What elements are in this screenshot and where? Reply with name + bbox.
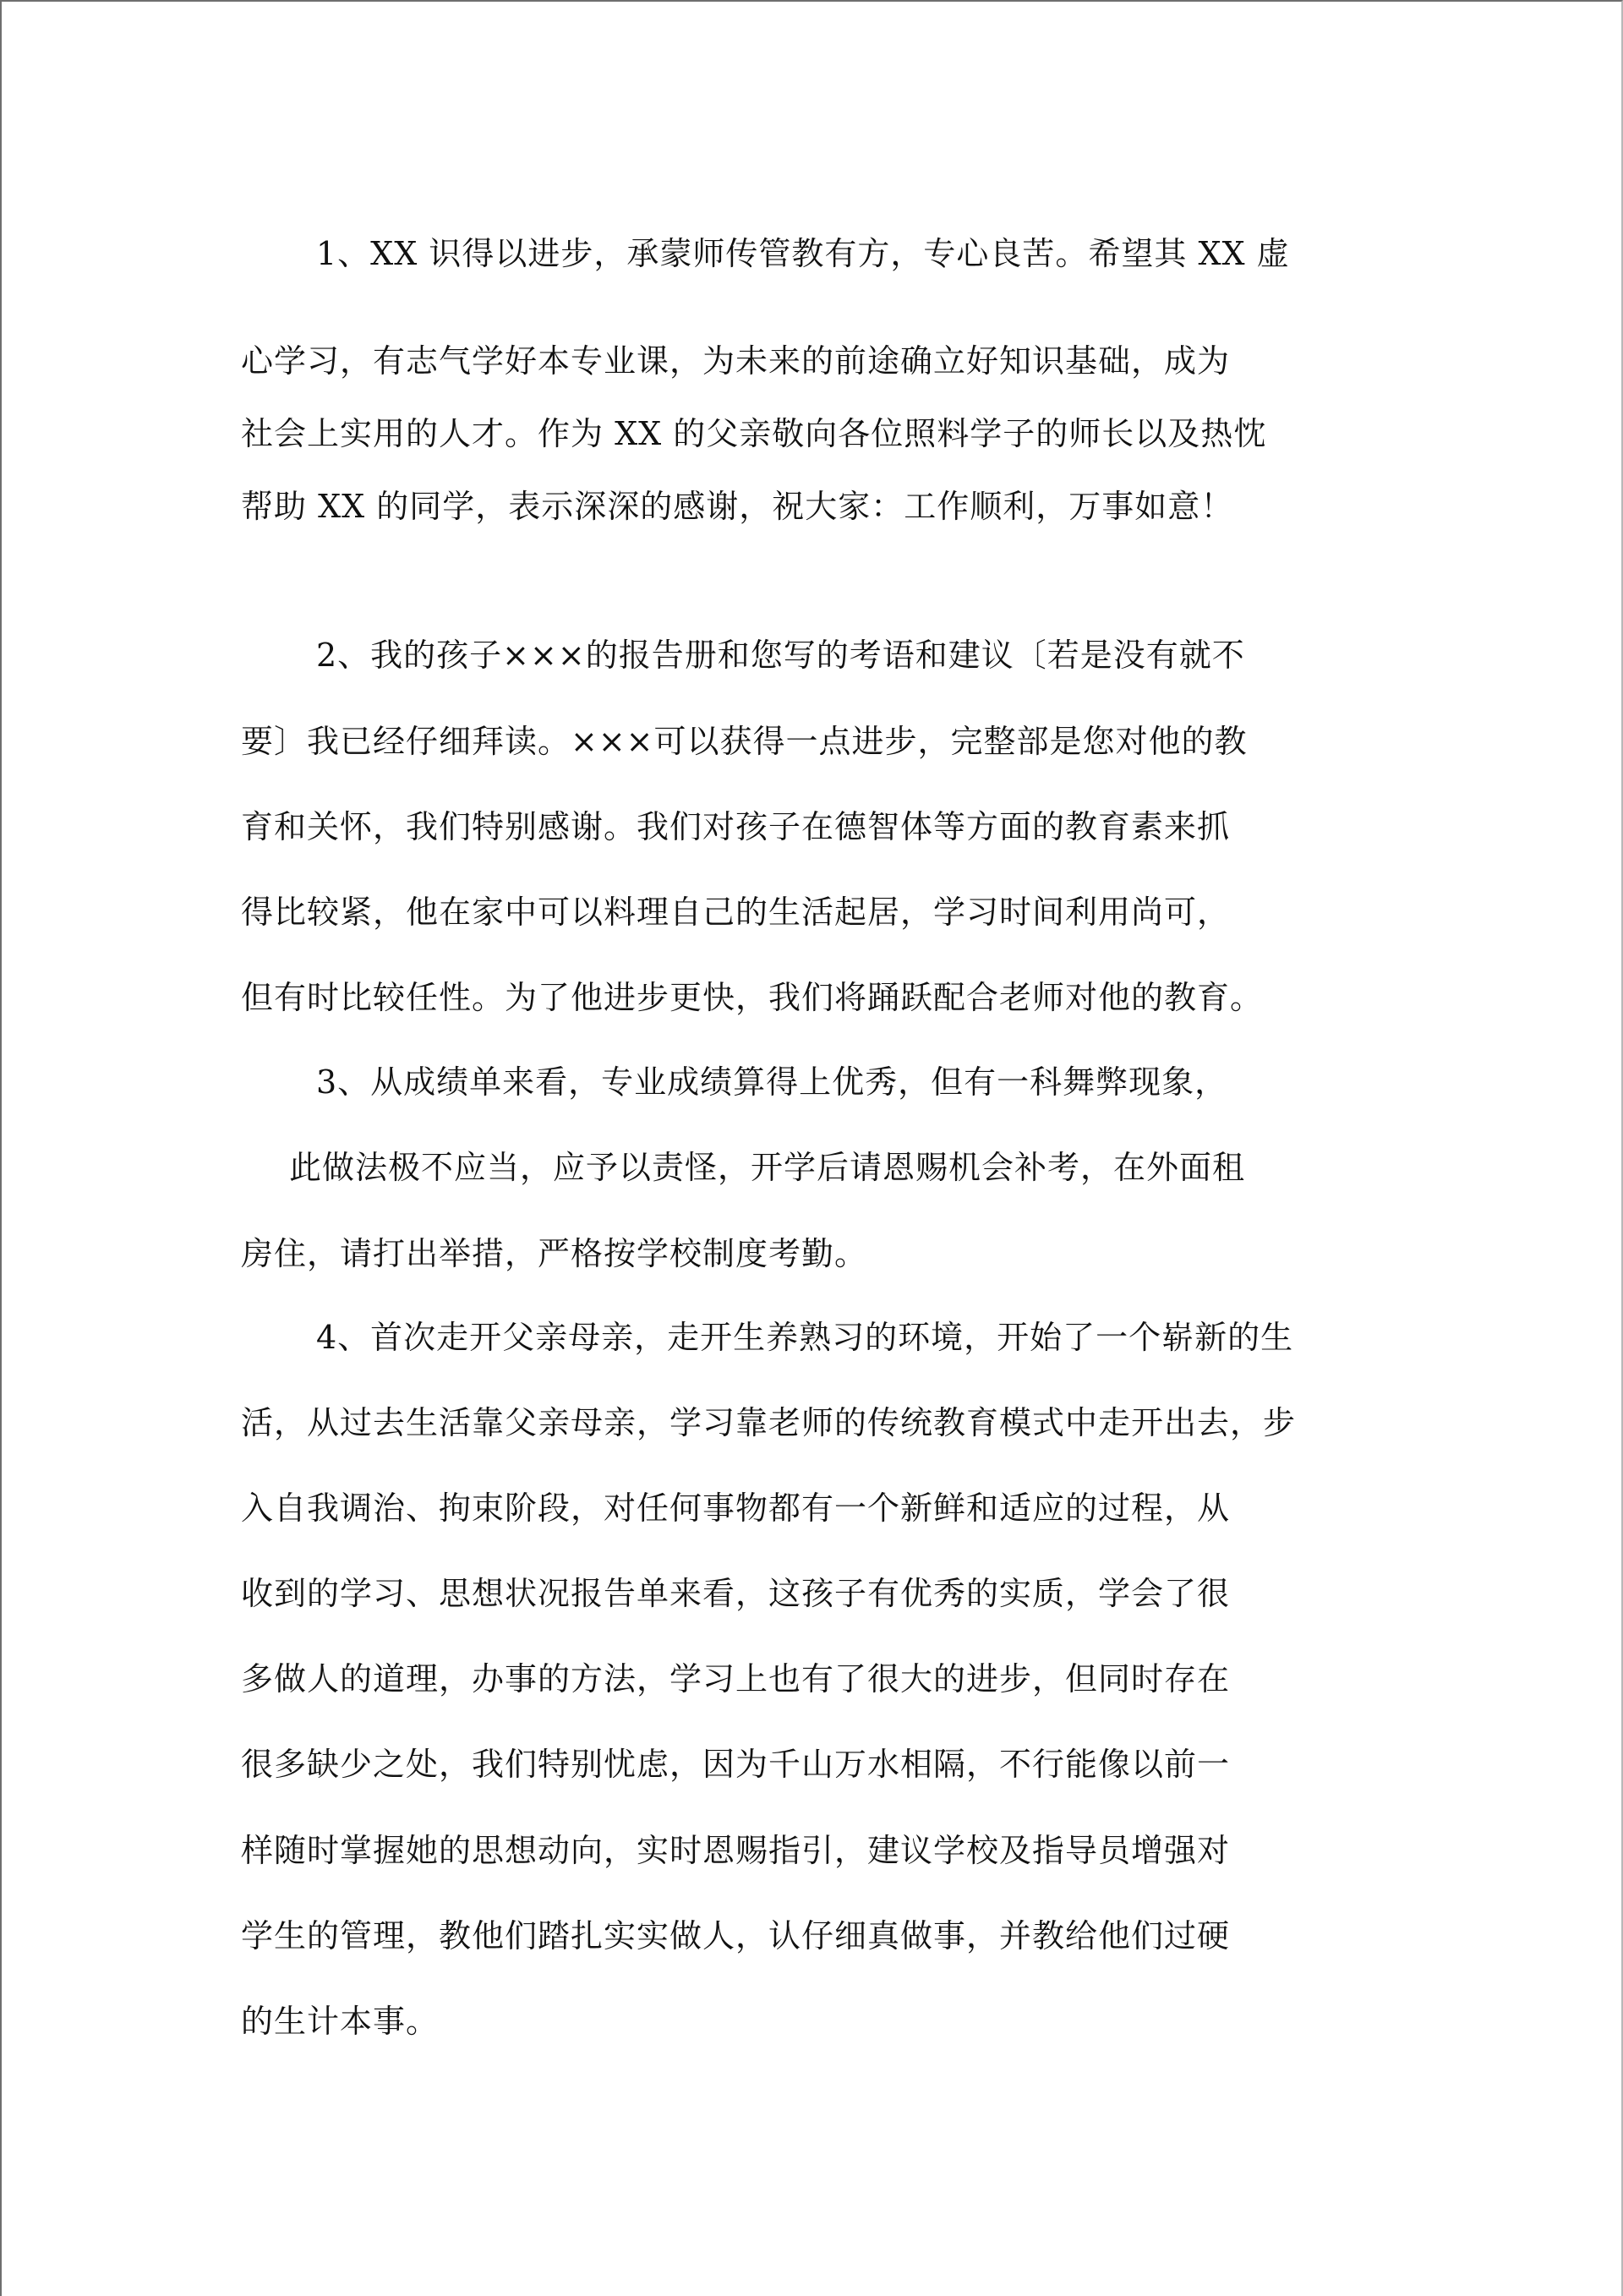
paragraph-2-line-4: 得比较紧，他在家中可以料理自己的生活起居，学习时间利用尚可， xyxy=(241,894,1231,931)
paragraph-1-line-3: 社会上实用的人才。作为 XX 的父亲敬向各位照料学子的师长以及热忱 xyxy=(241,415,1267,452)
paragraph-1-line-2: 心学习，有志气学好本专业课，为未来的前途确立好知识基础，成为 xyxy=(241,342,1231,380)
paragraph-2-line-5: 但有时比较任性。为了他进步更快，我们将踊跃配合老师对他的教育。 xyxy=(241,979,1264,1016)
paragraph-1-line-1: 1、XX 识得以进步，承蒙师传管教有方，专心良苦。希望其 XX 虚 xyxy=(316,235,1290,272)
paragraph-4-line-2: 活，从过去生活靠父亲母亲，学习靠老师的传统教育模式中走开出去，步 xyxy=(241,1404,1297,1441)
paragraph-4-line-8: 学生的管理，教他们踏扎实实做人，认仔细真做事，并教给他们过硬 xyxy=(241,1917,1231,1954)
paragraph-4-line-1: 4、首次走开父亲母亲，走开生养熟习的环境，开始了一个崭新的生 xyxy=(316,1319,1294,1356)
paragraph-4-line-4: 收到的学习、思想状况报告单来看，这孩子有优秀的实质，学会了很 xyxy=(241,1575,1231,1612)
paragraph-4-line-9: 的生计本事。 xyxy=(241,2003,440,2040)
paragraph-3-line-2: 此做法极不应当，应予以责怪，开学后请恩赐机会补考，在外面租 xyxy=(289,1149,1246,1186)
paragraph-2-line-1: 2、我的孩子×××的报告册和您写的考语和建议〔若是没有就不 xyxy=(316,637,1245,674)
paragraph-4-line-7: 样随时掌握她的思想动向，实时恩赐指引，建议学校及指导员增强对 xyxy=(241,1832,1231,1869)
paragraph-4-line-3: 入自我调治、拘束阶段，对任何事物都有一个新鲜和适应的过程，从 xyxy=(241,1490,1231,1527)
paragraph-3-line-1: 3、从成绩单来看，专业成绩算得上优秀，但有一科舞弊现象， xyxy=(316,1063,1228,1101)
paragraph-4-line-5: 多做人的道理，办事的方法，学习上也有了很大的进步，但同时存在 xyxy=(241,1660,1231,1697)
paragraph-2-line-3: 育和关怀，我们特别感谢。我们对孩子在德智体等方面的教育素来抓 xyxy=(241,808,1231,845)
paragraph-4-line-6: 很多缺少之处，我们特别忧虑，因为千山万水相隔，不行能像以前一 xyxy=(241,1746,1231,1783)
paragraph-1-line-4: 帮助 XX 的同学，表示深深的感谢，祝大家：工作顺利，万事如意！ xyxy=(241,488,1234,525)
paragraph-3-line-3: 房住，请打出举措，严格按学校制度考勤。 xyxy=(241,1235,868,1272)
paragraph-2-line-2: 要〕我已经仔细拜读。×××可以获得一点进步，完整部是您对他的教 xyxy=(241,723,1248,760)
